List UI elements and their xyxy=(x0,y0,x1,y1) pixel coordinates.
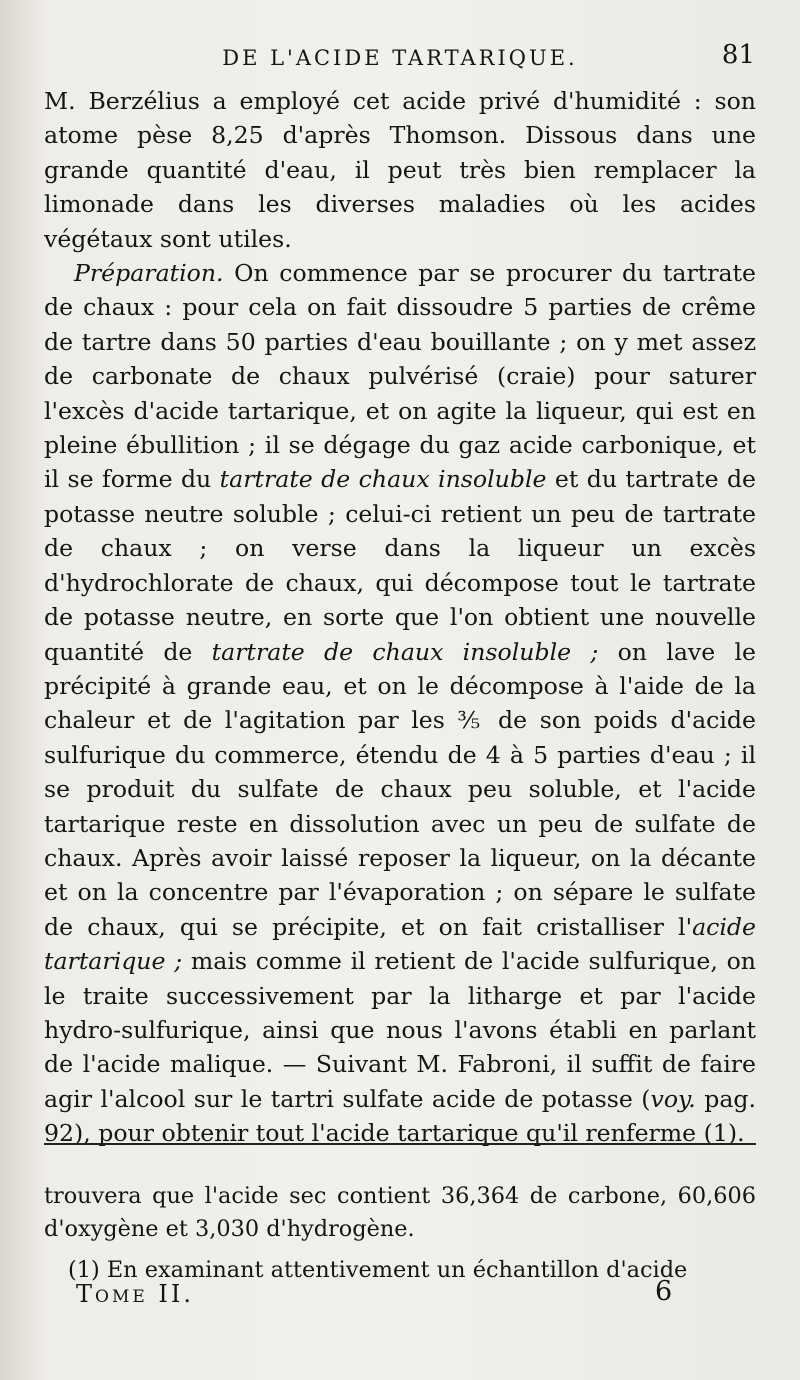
italic-term-4: voy. xyxy=(650,1084,696,1113)
footnote-rule xyxy=(44,1143,756,1145)
signature-mark: 6 xyxy=(655,1276,673,1307)
section-label-preparation: Préparation. xyxy=(74,259,224,288)
page-number: 81 xyxy=(721,40,755,70)
italic-term-2: tartrate de chaux insoluble ; xyxy=(211,637,599,666)
volume-signature: Tome II. xyxy=(76,1280,194,1308)
paragraph-2-text-c: on lave le précipité à grande eau, et on le décompose à l'aide de la chaleur et de l'agitation par les ⅗ de son poids d'acide sulfurique du commerce, étendu de 4 à 5 parties d'eau ; il se produit du sulfate de chaux peu soluble, et l'acide tartarique reste en dissolution avec un peu de sulfate de chaux. Après avoir laissé reposer la liqueur, on la décante et on la concentre par l'évaporation ; on sépare le sulfate de chaux, qui se précipite, et on fait cristalliser l' xyxy=(44,637,756,941)
paragraph-2-text-e: pag. 92), pour obtenir tout l'acide tartarique qu'il renferme (1). xyxy=(44,1084,756,1148)
paragraph-2-text-d: mais comme il retient de l'acide sulfurique, on le traite successivement par la litharge et par l'acide hydro-sulfurique, ainsi que nous l'avons établi en parlant de l'acide malique. — Suivant M. Fabroni, il suffit de faire agir l'alcool sur le tartri sulfate acide de potasse ( xyxy=(44,947,756,1113)
body-text xyxy=(44,84,756,1151)
paragraph-1: M. Berzélius a employé cet acide privé d'humidité : son atome pèse 8,25 d'après Thomson. Dissous dans une grande quantité d'eau, il peut très bien remplacer la limonade dans les diverses maladies où les acides végétaux sont utiles. xyxy=(44,87,756,253)
italic-term-3: acide tartarique ; xyxy=(44,912,756,976)
footnote-continued: trouvera que l'acide sec contient 36,364 de carbone, 60,606 d'oxygène et 3,030 d'hydrogène. xyxy=(44,1183,756,1242)
running-head xyxy=(0,40,800,76)
paragraph-2-text-a: On commence par se procurer du tartrate de chaux : pour cela on fait dissoudre 5 parties de crême de tartre dans 50 parties d'eau bouillante ; on y met assez de carbonate de chaux pulvérisé (craie) pour saturer l'excès d'acide tartarique, et on agite la liqueur, qui est en pleine ébullition ; il se dégage du gaz acide carbonique, et il se forme du xyxy=(44,259,756,494)
paragraph-2 xyxy=(44,256,756,1151)
paragraph-2-text-b: et du tartrate de potasse neutre soluble ; celui-ci retient un peu de tartrate de chaux ; on verse dans la liqueur un excès d'hydrochlorate de chaux, qui décompose tout le tartrate de potasse neutre, en sorte que l'on obtient une nouvelle quantité de xyxy=(44,465,757,666)
footnotes xyxy=(44,1180,756,1287)
footnote-1: (1) En examinant attentivement un échantillon d'acide xyxy=(68,1257,688,1283)
running-title: DE L'ACIDE TARTARIQUE. xyxy=(222,46,578,70)
italic-term-1: tartrate de chaux insoluble xyxy=(219,465,547,494)
